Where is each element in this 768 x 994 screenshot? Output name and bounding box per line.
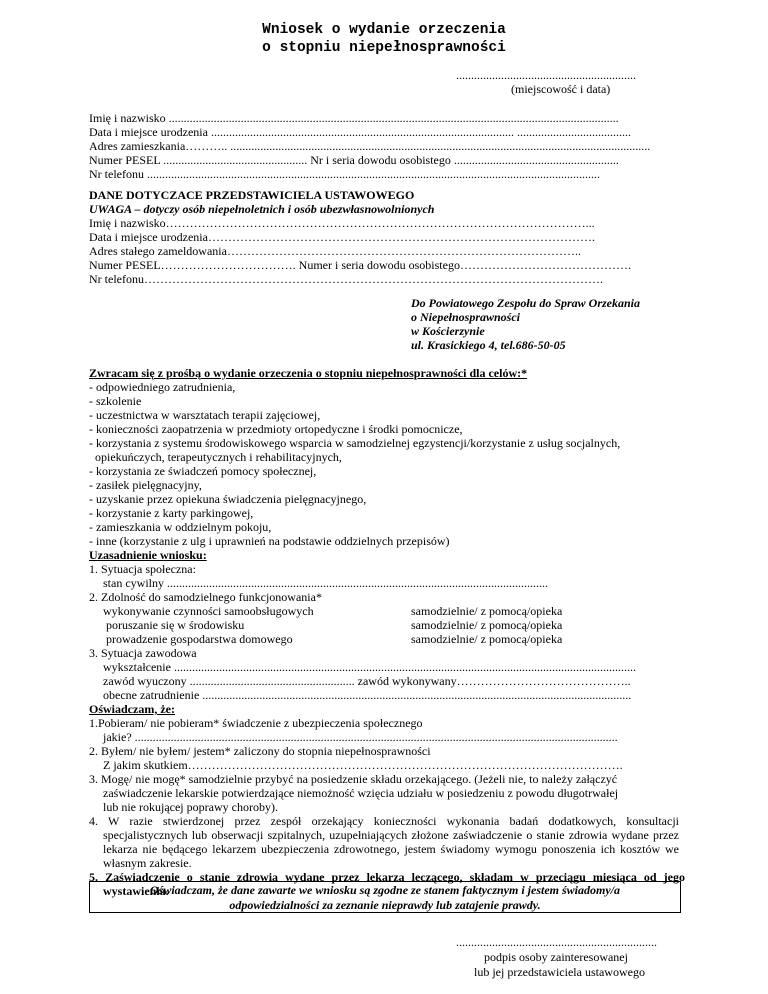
professional-situation-label: 3. Sytuacja zawodowa xyxy=(89,646,197,660)
truth-statement-box xyxy=(89,881,681,913)
request-item: - korzystanie z karty parkingowej, xyxy=(89,506,254,520)
representative-address-field[interactable]: Adres stałego zameldowania…………………………………………………………………………….. xyxy=(89,244,581,258)
request-item: - odpowiedniego zatrudnienia, xyxy=(89,380,236,394)
truth-statement-line1: Oświadczam, że dane zawarte we wniosku są zgodne ze stanem faktycznym i jestem świadomy/a xyxy=(149,883,620,897)
applicant-pesel-field[interactable]: Numer PESEL ................................................ Nr i seria dowodu osobistego ....................................................... xyxy=(89,153,619,167)
mobility-option[interactable]: samodzielnie/ z pomocą/opieka xyxy=(411,618,563,632)
request-item: - konieczności zaopatrzenia w przedmioty ortopedyczne i środki pomocnicze, xyxy=(89,422,463,436)
declaration-3-cont: zaświadczenie lekarskie potwierdzające niemożność wzięcia udziału w posiedzeniu z powodu długotrwałej xyxy=(103,786,619,800)
request-item: - korzystania z systemu środowiskowego wsparcia w samodzielnej egzystencji/korzystanie z usług socjalnych, xyxy=(89,436,621,450)
declaration-1-field[interactable]: jakie? ................................................................................................................................................................. xyxy=(103,730,618,744)
representative-birth-field[interactable]: Data i miejsce urodzenia……………………………………………………………………………………. xyxy=(89,230,595,244)
declaration-5: 5. Zaświadczenie o stanie zdrowia wydane przez lekarza leczącego, składam w przeciągu miesiąca od jego wystawienia. xyxy=(89,870,685,898)
self-care-option[interactable]: samodzielnie/ z pomocą/opieka xyxy=(411,604,563,618)
education-field[interactable]: wykształcenie .......................................................................................................................................................... xyxy=(103,660,636,674)
representative-heading: DANE DOTYCZACE PRZEDSTAWICIELA USTAWOWEGO xyxy=(89,188,415,202)
signature-label-line1: podpis osoby zainteresowanej xyxy=(484,950,628,964)
request-heading: Zwracam się z prośbą o wydanie orzeczenia o stopniu niepełnosprawności dla celów:* xyxy=(89,366,528,380)
request-item: - zasiłek pielęgnacyjny, xyxy=(89,478,202,492)
declaration-1: 1.Pobieram/ nie pobieram* świadczenie z ubezpieczenia społecznego xyxy=(89,716,423,730)
addressee-line3: w Kościerzynie xyxy=(411,324,485,338)
independence-label: 2. Zdolność do samodzielnego funkcjonowania* xyxy=(89,590,322,604)
declaration-3-cont: lub nie rokującej poprawy choroby). xyxy=(103,800,278,814)
applicant-name-field[interactable]: Imię i nazwisko ...................................................................................................................................................... xyxy=(89,111,619,125)
employment-field[interactable]: obecne zatrudnienie ............................................................................................................................................... xyxy=(103,688,632,702)
truth-statement-line2: odpowiedzialności za zeznanie nieprawdy lub zatajenie prawdy. xyxy=(229,898,541,912)
self-care-label: wykonywanie czynności samoobsługowych xyxy=(103,604,314,618)
declaration-2: 2. Byłem/ nie byłem/ jestem* zaliczony do stopnia niepełnosprawności xyxy=(89,744,431,758)
social-situation-label: 1. Sytuacja społeczna: xyxy=(89,562,196,576)
marital-status-field[interactable]: stan cywilny ............................................................................................................................... xyxy=(103,576,548,590)
addressee-line2: o Niepełnosprawności xyxy=(411,310,521,324)
form-title-line1: Wniosek o wydanie orzeczenia xyxy=(262,22,506,38)
declaration-4: 4. W razie stwierdzonej przez zespół orzekający konieczności wykonania badań dodatkowych, konsultacji specjalistycznych lub obserwacji szpitalnych, uzupełniających złożone zaświadczenie o stanie zdrowia wydane przez lekarza nie będącego lekarzem ubezpieczenia zdrowotnego, jestem świadomy wymogu ponoszenia ich kosztów we własnym zakresie. xyxy=(89,814,679,870)
request-item: - korzystania ze świadczeń pomocy społecznej, xyxy=(89,464,317,478)
representative-phone-field[interactable]: Nr telefonu……………………………………………………………………………………………………. xyxy=(89,272,603,286)
form-title-line2: o stopniu niepełnosprawności xyxy=(262,40,506,56)
request-item: - inne (korzystanie z ulg i uprawnień na podstawie oddzielnych przepisów) xyxy=(89,534,450,548)
household-option[interactable]: samodzielnie/ z pomocą/opieka xyxy=(411,632,563,646)
declaration-2-field[interactable]: Z jakim skutkiem………………………………………………………………………………………………. xyxy=(103,758,623,772)
request-item: opiekuńczych, terapeutycznych i rehabilitacyjnych, xyxy=(89,450,342,464)
applicant-phone-field[interactable]: Nr telefonu ....................................................................................................................................................... xyxy=(89,167,600,181)
representative-note: UWAGA – dotyczy osób niepełnoletnich i osób ubezwłasnowolnionych xyxy=(89,202,435,216)
representative-name-field[interactable]: Imię i nazwisko……………………………………………………………………………………………... xyxy=(89,216,595,230)
addressee-line4: ul. Krasickiego 4, tel.686-50-05 xyxy=(411,338,566,352)
declaration-3: 3. Mogę/ nie mogę* samodzielnie przybyć na posiedzenie składu orzekającego. (Jeżeli nie, to należy załączyć xyxy=(89,772,618,786)
household-label: prowadzenie gospodarstwa domowego xyxy=(103,632,293,646)
request-item: - uzyskanie przez opiekuna świadczenia pielęgnacyjnego, xyxy=(89,492,367,506)
request-item: - szkolenie xyxy=(89,394,142,408)
place-date-label: (miejscowość i data) xyxy=(511,82,611,96)
addressee-line1: Do Powiatowego Zespołu do Spraw Orzekania xyxy=(411,296,641,310)
representative-pesel-field[interactable]: Numer PESEL……………………………. Numer i seria dowodu osobistego……………………………………. xyxy=(89,258,631,272)
profession-field[interactable]: zawód wyuczony ....................................................... zawód wykonywany…………………………………….. xyxy=(103,674,631,688)
declarations-heading: Oświadczam, że: xyxy=(89,702,175,716)
request-item: - zamieszkania w oddzielnym pokoju, xyxy=(89,520,272,534)
request-item: - uczestnictwa w warsztatach terapii zajęciowej, xyxy=(89,408,321,422)
signature-field[interactable]: ................................................................... xyxy=(456,935,657,949)
place-date-field[interactable]: ............................................................ xyxy=(456,68,636,82)
justification-heading: Uzasadnienie wniosku: xyxy=(89,548,207,562)
applicant-address-field[interactable]: Adres zamieszkania……….. ............................................................................................................................................ xyxy=(89,139,651,153)
applicant-birth-field[interactable]: Data i miejsce urodzenia ..................................................................................................... ...................................... xyxy=(89,125,631,139)
signature-label-line2: lub jej przedstawiciela ustawowego xyxy=(474,965,645,979)
mobility-label: poruszanie się w środowisku xyxy=(103,618,245,632)
